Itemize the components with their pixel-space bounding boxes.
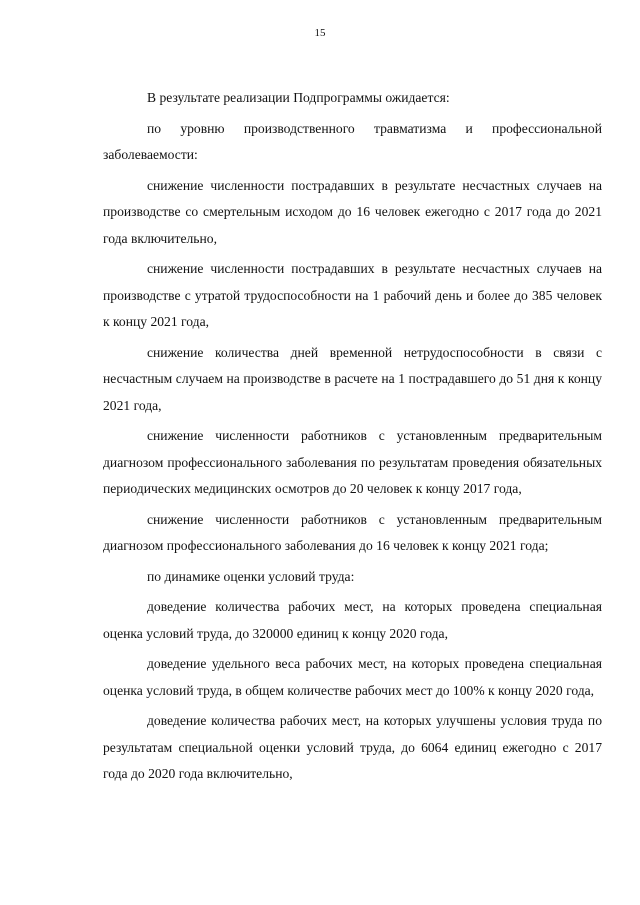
paragraph-disability-accidents: снижение численности пострадавших в результате несчастных случаев на производстве с утратой трудоспособности на 1 рабочий день и более до 385 человек к концу 2021 года,: [103, 261, 602, 329]
paragraph-diagnosis-2021: снижение численности работников с установленным предварительным диагнозом профессионального заболевания до 16 человек к концу 2021 года;: [103, 511, 602, 553]
section-heading-working-conditions: по динамике оценки условий труда:: [147, 568, 355, 584]
page-number: 15: [314, 27, 326, 39]
intro-paragraph: В результате реализации Подпрограммы ожидается:: [147, 90, 450, 105]
paragraph-sick-days: снижение количества дней временной нетрудоспособности в связи с несчастным случаем на производстве в расчете на 1 пострадавшего до 51 дня к концу 2021 года,: [103, 344, 602, 413]
section-heading-injuries: по уровню производственного травматизма и профессиональной заболеваемости:: [103, 120, 602, 162]
paragraph-fatal-accidents: снижение численности пострадавших в результате несчастных случаев на производстве со смертельным исходом до 16 человек ежегодно с 2017 года до 2021 года включительно,: [103, 177, 602, 246]
paragraph-assessed-workplaces: доведение количества рабочих мест, на которых проведена специальная оценка условий труда, до 320000 единиц к концу 2020 года,: [103, 599, 602, 641]
paragraph-diagnosis-2017: снижение численности работников с установленным предварительным диагнозом профессионального заболевания по результатам проведения обязательных периодических медицинских осмотров до 20 человек к концу 2017 года,: [103, 428, 602, 496]
paragraph-improved-workplaces: доведение количества рабочих мест, на которых улучшены условия труда по результатам специальной оценки условий труда, до 6064 единиц ежегодно с 2017 года до 2020 года включительно,: [103, 713, 602, 781]
document-body: [103, 85, 602, 792]
paragraph-assessed-share: доведение удельного веса рабочих мест, на которых проведена специальная оценка условий труда, в общем количестве рабочих мест до 100% к концу 2020 года,: [103, 656, 602, 698]
